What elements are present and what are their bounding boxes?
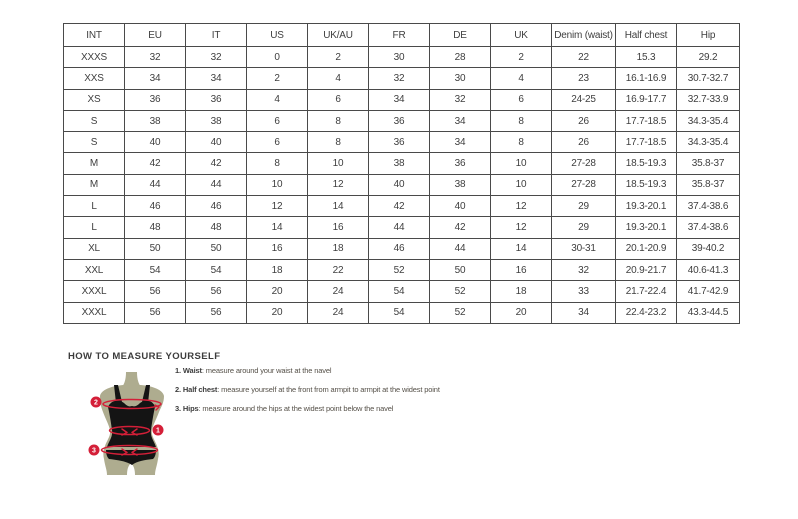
- table-cell: 41.7-42.9: [677, 281, 740, 302]
- table-cell: 54: [369, 281, 430, 302]
- table-cell: XXL: [64, 259, 125, 280]
- table-cell: 4: [491, 68, 552, 89]
- table-row: [64, 153, 740, 174]
- table-cell: 30.7-32.7: [677, 68, 740, 89]
- table-cell: 34: [552, 302, 616, 323]
- table-cell: 54: [186, 259, 247, 280]
- table-cell: 48: [125, 217, 186, 238]
- table-cell: 23: [552, 68, 616, 89]
- table-cell: 12: [491, 217, 552, 238]
- table-cell: 8: [491, 132, 552, 153]
- table-cell: 10: [247, 174, 308, 195]
- table-cell: 52: [369, 259, 430, 280]
- table-header: [64, 24, 740, 47]
- column-header-hip: Hip: [677, 24, 740, 47]
- table-row: [64, 281, 740, 302]
- measure-section-title: HOW TO MEASURE YOURSELF: [68, 351, 221, 362]
- table-cell: 10: [491, 174, 552, 195]
- table-cell: 38: [125, 110, 186, 131]
- table-cell: 54: [369, 302, 430, 323]
- table-cell: 26: [552, 132, 616, 153]
- table-cell: 8: [308, 132, 369, 153]
- table-cell: 36: [125, 89, 186, 110]
- column-header-uk-au: UK/AU: [308, 24, 369, 47]
- table-cell: 54: [125, 259, 186, 280]
- table-cell: XS: [64, 89, 125, 110]
- table-cell: 30: [369, 47, 430, 68]
- column-header-eu: EU: [125, 24, 186, 47]
- table-cell: 0: [247, 47, 308, 68]
- table-cell: 52: [430, 302, 491, 323]
- table-cell: 8: [247, 153, 308, 174]
- measurement-illustration: [84, 371, 180, 481]
- table-cell: 12: [308, 174, 369, 195]
- column-header-de: DE: [430, 24, 491, 47]
- table-cell: 40.6-41.3: [677, 259, 740, 280]
- table-cell: 38: [430, 174, 491, 195]
- column-header-half-chest: Half chest: [616, 24, 677, 47]
- table-cell: 6: [247, 132, 308, 153]
- table-cell: 50: [186, 238, 247, 259]
- measure-step: [175, 384, 505, 395]
- table-cell: 50: [125, 238, 186, 259]
- step-number: 3.: [175, 404, 181, 413]
- table-cell: 56: [186, 302, 247, 323]
- table-cell: 37.4-38.6: [677, 196, 740, 217]
- marker-hip: [89, 445, 100, 456]
- measure-step: [175, 365, 505, 376]
- mannequin-figure-svg: [84, 371, 180, 481]
- table-cell: 24-25: [552, 89, 616, 110]
- table-cell: 34: [186, 68, 247, 89]
- table-row: [64, 47, 740, 68]
- table-cell: 16.1-16.9: [616, 68, 677, 89]
- table-cell: 56: [125, 302, 186, 323]
- table-cell: 20.9-21.7: [616, 259, 677, 280]
- table-cell: 34.3-35.4: [677, 110, 740, 131]
- table-cell: 34: [369, 89, 430, 110]
- table-cell: 50: [430, 259, 491, 280]
- table-cell: 43.3-44.5: [677, 302, 740, 323]
- table-row: [64, 110, 740, 131]
- size-chart-table: [63, 23, 740, 324]
- table-cell: 18: [308, 238, 369, 259]
- table-cell: 39-40.2: [677, 238, 740, 259]
- table-cell: 40: [186, 132, 247, 153]
- table-cell: 21.7-22.4: [616, 281, 677, 302]
- marker-chest-number: 2: [94, 399, 98, 407]
- table-cell: 19.3-20.1: [616, 196, 677, 217]
- table-cell: 42: [369, 196, 430, 217]
- table-cell: XXXL: [64, 281, 125, 302]
- table-cell: 32: [430, 89, 491, 110]
- table-cell: 20.1-20.9: [616, 238, 677, 259]
- table-cell: 10: [491, 153, 552, 174]
- table-cell: 34: [430, 110, 491, 131]
- table-cell: 18.5-19.3: [616, 174, 677, 195]
- step-label: Half chest: [182, 385, 218, 394]
- table-cell: 22.4-23.2: [616, 302, 677, 323]
- table-cell: 27-28: [552, 153, 616, 174]
- step-number: 2.: [175, 385, 181, 394]
- measure-step: [175, 403, 505, 414]
- table-cell: 34: [125, 68, 186, 89]
- table-cell: 16: [308, 217, 369, 238]
- table-cell: XL: [64, 238, 125, 259]
- marker-hip-number: 3: [92, 447, 96, 455]
- table-cell: 8: [308, 110, 369, 131]
- table-cell: 29.2: [677, 47, 740, 68]
- table-cell: 38: [369, 153, 430, 174]
- table-cell: 44: [186, 174, 247, 195]
- table-cell: 44: [125, 174, 186, 195]
- step-text: : measure around the hips at the widest point below the navel: [198, 404, 394, 413]
- table-cell: 36: [186, 89, 247, 110]
- table-cell: 30-31: [552, 238, 616, 259]
- table-cell: 17.7-18.5: [616, 110, 677, 131]
- table-cell: 14: [308, 196, 369, 217]
- table-cell: 36: [369, 132, 430, 153]
- column-header-denim-waist-: Denim (waist): [552, 24, 616, 47]
- column-header-int: INT: [64, 24, 125, 47]
- table-cell: 37.4-38.6: [677, 217, 740, 238]
- table-row: [64, 217, 740, 238]
- table-cell: 46: [125, 196, 186, 217]
- table-cell: 12: [491, 196, 552, 217]
- column-header-fr: FR: [369, 24, 430, 47]
- table-cell: 22: [308, 259, 369, 280]
- table-cell: 15.3: [616, 47, 677, 68]
- table-cell: 32: [125, 47, 186, 68]
- table-cell: 14: [491, 238, 552, 259]
- table-cell: 48: [186, 217, 247, 238]
- table-cell: XXXL: [64, 302, 125, 323]
- table-cell: M: [64, 153, 125, 174]
- table-cell: XXS: [64, 68, 125, 89]
- table-cell: 35.8-37: [677, 153, 740, 174]
- table-row: [64, 68, 740, 89]
- table-cell: XXXS: [64, 47, 125, 68]
- table-cell: 42: [430, 217, 491, 238]
- table-cell: S: [64, 132, 125, 153]
- step-text: : measure yourself at the front from armpit to armpit at the widest point: [217, 385, 440, 394]
- table-cell: 18.5-19.3: [616, 153, 677, 174]
- table-cell: 40: [369, 174, 430, 195]
- table-cell: 28: [430, 47, 491, 68]
- table-cell: 24: [308, 281, 369, 302]
- marker-chest: [91, 397, 102, 408]
- step-label: Waist: [182, 366, 202, 375]
- table-cell: 8: [491, 110, 552, 131]
- table-row: [64, 196, 740, 217]
- table-cell: 29: [552, 217, 616, 238]
- table-cell: 40: [125, 132, 186, 153]
- table-cell: 20: [247, 302, 308, 323]
- table-cell: 32.7-33.9: [677, 89, 740, 110]
- table-cell: L: [64, 217, 125, 238]
- table-row: [64, 238, 740, 259]
- table-cell: 32: [552, 259, 616, 280]
- table-cell: 32: [369, 68, 430, 89]
- table-cell: 12: [247, 196, 308, 217]
- table-cell: 32: [186, 47, 247, 68]
- table-cell: 44: [430, 238, 491, 259]
- table-cell: 17.7-18.5: [616, 132, 677, 153]
- table-cell: 2: [308, 47, 369, 68]
- table-cell: 4: [308, 68, 369, 89]
- column-header-it: IT: [186, 24, 247, 47]
- step-text: : measure around your waist at the navel: [201, 366, 332, 375]
- table-body: [64, 47, 740, 324]
- table-row: [64, 132, 740, 153]
- table-cell: 56: [186, 281, 247, 302]
- table-cell: 20: [491, 302, 552, 323]
- table-row: [64, 302, 740, 323]
- table-cell: 46: [369, 238, 430, 259]
- table-cell: 19.3-20.1: [616, 217, 677, 238]
- table-cell: 46: [186, 196, 247, 217]
- table-cell: 26: [552, 110, 616, 131]
- mannequin-neck: [122, 372, 141, 387]
- measure-steps-list: [175, 365, 505, 422]
- column-header-uk: UK: [491, 24, 552, 47]
- table-row: [64, 174, 740, 195]
- marker-waist: [153, 425, 164, 436]
- table-cell: 29: [552, 196, 616, 217]
- table-cell: 34.3-35.4: [677, 132, 740, 153]
- table-cell: 2: [491, 47, 552, 68]
- table-cell: S: [64, 110, 125, 131]
- table-cell: 35.8-37: [677, 174, 740, 195]
- column-header-us: US: [247, 24, 308, 47]
- table-cell: 30: [430, 68, 491, 89]
- table-cell: 16: [491, 259, 552, 280]
- table-cell: 16: [247, 238, 308, 259]
- table-cell: 6: [247, 110, 308, 131]
- marker-waist-number: 1: [156, 427, 160, 435]
- table-row: [64, 89, 740, 110]
- table-cell: 18: [491, 281, 552, 302]
- table-cell: 34: [430, 132, 491, 153]
- step-number: 1.: [175, 366, 181, 375]
- table-cell: 44: [369, 217, 430, 238]
- table-cell: M: [64, 174, 125, 195]
- table-cell: L: [64, 196, 125, 217]
- table-cell: 6: [308, 89, 369, 110]
- table-cell: 18: [247, 259, 308, 280]
- table-cell: 4: [247, 89, 308, 110]
- table-cell: 2: [247, 68, 308, 89]
- table-cell: 16.9-17.7: [616, 89, 677, 110]
- table-cell: 36: [369, 110, 430, 131]
- step-label: Hips: [182, 404, 199, 413]
- table-row: [64, 259, 740, 280]
- table-cell: 38: [186, 110, 247, 131]
- table-cell: 36: [430, 153, 491, 174]
- table-cell: 10: [308, 153, 369, 174]
- table-header-row: [64, 24, 740, 47]
- table-cell: 6: [491, 89, 552, 110]
- table-cell: 22: [552, 47, 616, 68]
- table-cell: 40: [430, 196, 491, 217]
- table-cell: 27-28: [552, 174, 616, 195]
- table-cell: 52: [430, 281, 491, 302]
- table-cell: 42: [125, 153, 186, 174]
- table-cell: 24: [308, 302, 369, 323]
- table-cell: 33: [552, 281, 616, 302]
- table-cell: 56: [125, 281, 186, 302]
- table-cell: 14: [247, 217, 308, 238]
- table-cell: 20: [247, 281, 308, 302]
- table-cell: 42: [186, 153, 247, 174]
